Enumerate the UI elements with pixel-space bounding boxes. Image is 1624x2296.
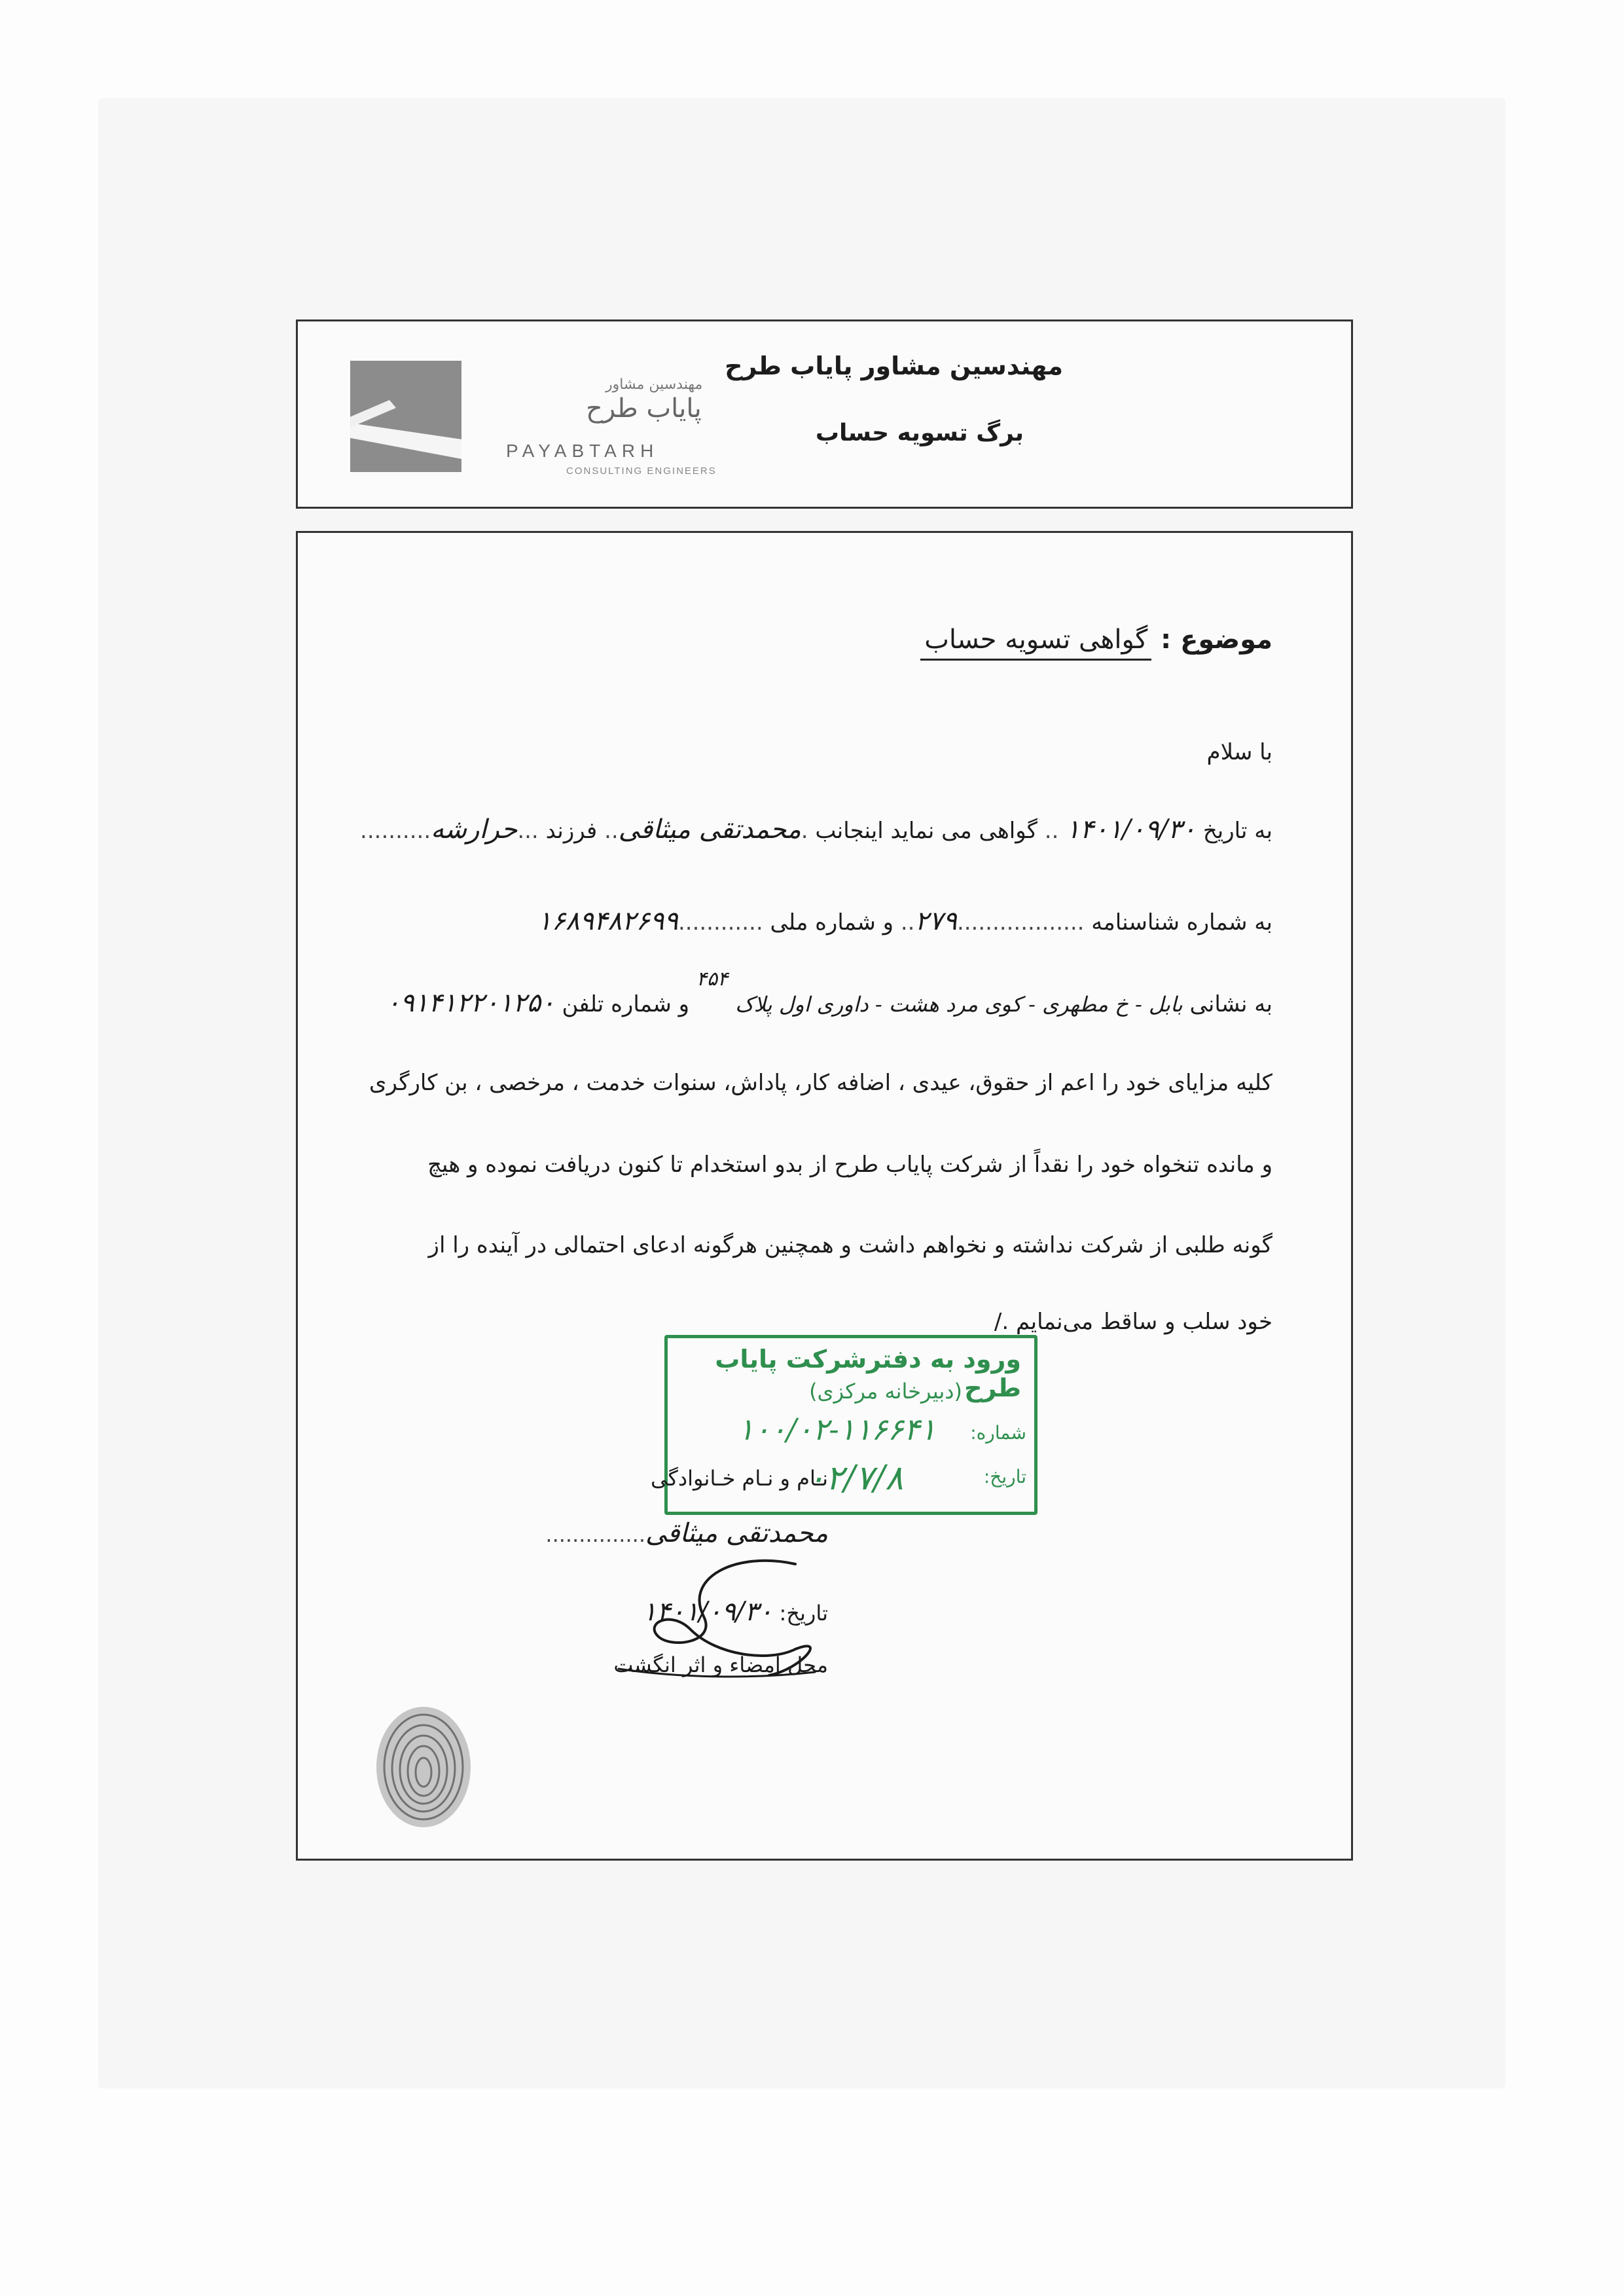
body-line-6: گونه طلبی از شرکت نداشته و نخواهم داشت و همچنین هرگونه ادعای احتمالی در آینده را از: [428, 1232, 1272, 1258]
fingerprint-mark: [370, 1702, 478, 1832]
body-line-4: کلیه مزایای خود را اعم از حقوق، عیدی ، اضافه کار، پاداش، سنوات خدمت ، مرخصی ، بن کارگری: [369, 1070, 1272, 1096]
letterhead: [296, 319, 1353, 509]
line-address-phone: [386, 968, 1272, 1018]
logo-name-fa: پایاب طرح: [586, 393, 702, 424]
body-line-5: و مانده تنخواه خود را نقداً از شرکت پایاب طرح از بدو استخدام تا کنون دریافت نموده و هیچ: [427, 1152, 1272, 1178]
letter-body: [296, 531, 1353, 1861]
line2-text-b: و شماره ملی: [770, 909, 894, 936]
handwritten-national-id: ۱۶۸۹۴۸۲۶۹۹: [537, 906, 678, 936]
handwritten-phone: ۰۹۱۴۱۲۲۰۱۲۵۰: [386, 988, 555, 1018]
handwritten-id-number: ۲۷۹: [914, 906, 957, 936]
logo-subtitle-en: CONSULTING ENGINEERS: [566, 465, 717, 477]
line1-text-c: فرزند: [545, 818, 598, 844]
line1-text-b: گواهی می نماید اینجانب: [815, 818, 1038, 844]
signature-place-label: محل امضاء و اثر انگشت: [613, 1652, 828, 1677]
handwritten-signature-date: ۱۴۰۱/۰۹/۳۰: [642, 1597, 773, 1627]
handwritten-father-name: حرارشه: [431, 814, 518, 845]
logo-subtitle-fa: مهندسین مشاور: [605, 376, 703, 393]
handwritten-signature: [520, 1538, 913, 1688]
line3-text-a: به نشانی: [1189, 991, 1272, 1017]
handwritten-plate-number: ۴۵۴: [696, 968, 729, 991]
handwritten-address: بابل - خ مطهری - کوی مرد هشت - داوری اول پلاک: [735, 992, 1183, 1017]
subject-line: [920, 625, 1272, 655]
subject-value: گواهی تسویه حساب: [920, 625, 1151, 661]
form-title: برگ تسویه حساب: [815, 420, 1024, 446]
signature-block: [370, 1466, 828, 1826]
stamp-title: ورود به دفترشرکت پایاب طرح: [715, 1345, 1021, 1402]
stamp-date-label: تاریخ:: [983, 1466, 1026, 1487]
body-line-7: خود سلب و ساقط می‌نمایم ./: [994, 1309, 1272, 1335]
stamp-subtitle: (دبیرخانه مرکزی): [809, 1379, 962, 1404]
handwritten-signed-name: محمدتقی میثاقی: [645, 1518, 828, 1548]
handwritten-date: ۱۴۰۱/۰۹/۳۰: [1066, 814, 1197, 845]
line2-text-a: به شماره شناسنامه: [1091, 909, 1272, 936]
subject-label: موضوع :: [1161, 625, 1272, 655]
stamp-number-value: ۱۰۰/۰۲-۱۱۶۶۴۱: [738, 1412, 936, 1447]
line-date-name: به تاریخ ۱۴۰۱/۰۹/۳۰ .. گواهی می نماید اینجانب .محمدتقی میثاقی.. فرزند ...حرارشه..........: [360, 814, 1272, 845]
handwritten-name: محمدتقی میثاقی: [618, 814, 801, 845]
logo-name-en: PAYABTARH: [506, 441, 659, 461]
line3-text-b: و شماره تلفن: [562, 991, 690, 1017]
signature-date-label: تاریخ:: [779, 1601, 828, 1626]
name-label: نـام و نـام خـانوادگی: [650, 1466, 828, 1491]
company-logo: [350, 361, 717, 492]
line-id-numbers: به شماره شناسنامه ..................۲۷۹.. و شماره ملی ............۱۶۸۹۴۸۲۶۹۹: [537, 906, 1272, 936]
stamp-number-label: شماره:: [970, 1422, 1026, 1444]
line1-text-a: به تاریخ: [1202, 818, 1272, 844]
logo-mark-icon: [350, 361, 461, 472]
stamp-date-value: ۰۲/۷/۸: [807, 1459, 903, 1498]
company-name: مهندسین مشاور پایاب طرح: [725, 352, 1063, 380]
signed-name-line: محمدتقی میثاقی...............: [545, 1518, 828, 1548]
greeting: با سلام: [1206, 739, 1272, 765]
